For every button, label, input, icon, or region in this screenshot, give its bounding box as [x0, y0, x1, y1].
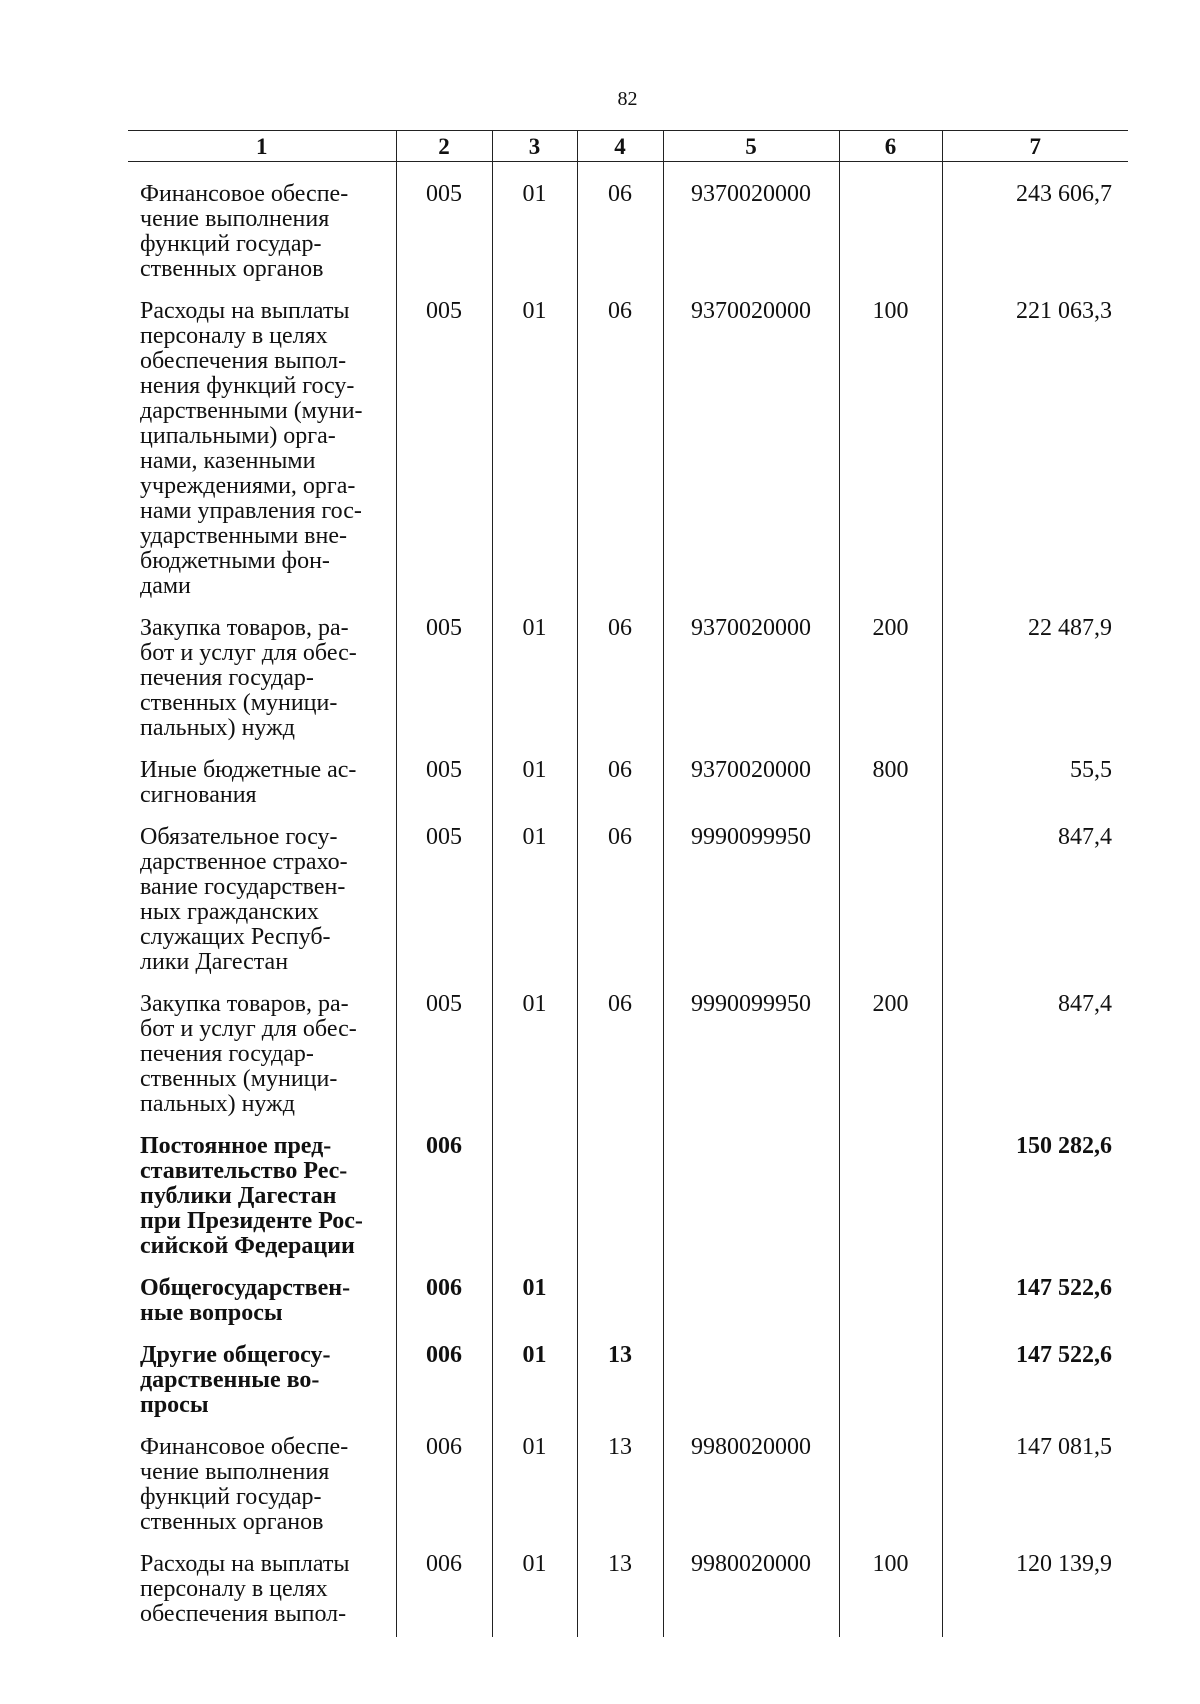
row-name-line: дами	[140, 573, 191, 599]
row-name-line: Обязательное госу-	[140, 824, 338, 850]
row-name-cell	[128, 1542, 396, 1637]
chapter-code-cell: 006	[396, 1266, 492, 1333]
row-name-cell	[128, 1266, 396, 1333]
row-name-line: персоналу в целях	[140, 323, 328, 349]
row-name-line: публики Дагестан	[140, 1183, 337, 1209]
row-name-line: ципальными) орга-	[140, 423, 336, 449]
row-name-line: Финансовое обеспе-	[140, 1434, 349, 1460]
expense-type-cell	[839, 1266, 942, 1333]
chapter-code-cell: 006	[396, 1425, 492, 1542]
row-name-line: пальных) нужд	[140, 715, 295, 741]
row-name-line: ственных органов	[140, 1509, 324, 1535]
row-name-line: ных гражданских	[140, 899, 319, 925]
row-name-line: Финансовое обеспе-	[140, 181, 349, 207]
column-header-4: 4	[577, 131, 663, 162]
table-row	[128, 289, 1128, 606]
row-name-line: ные вопросы	[140, 1300, 283, 1326]
amount-cell: 120 139,9	[942, 1542, 1128, 1637]
table-row	[128, 1425, 1128, 1542]
expense-type-cell	[839, 1425, 942, 1542]
section-code-cell: 01	[492, 982, 577, 1124]
table-row	[128, 1333, 1128, 1425]
row-name-line: бюджетными фон-	[140, 548, 330, 574]
target-item-cell: 9370020000	[663, 606, 839, 748]
subsection-code-cell: 06	[577, 606, 663, 748]
section-code-cell: 01	[492, 1266, 577, 1333]
target-item-cell	[663, 1266, 839, 1333]
row-name-line: функций государ-	[140, 1484, 322, 1510]
column-header-1: 1	[128, 131, 396, 162]
column-header-2: 2	[396, 131, 492, 162]
subsection-code-cell: 13	[577, 1542, 663, 1637]
section-code-cell: 01	[492, 289, 577, 606]
row-name-line: дарственное страхо-	[140, 849, 348, 875]
row-name-line: нами, казенными	[140, 448, 316, 474]
row-name-line: вание государствен-	[140, 874, 346, 900]
row-name-line: при Президенте Рос-	[140, 1208, 363, 1234]
row-name-cell	[128, 1425, 396, 1542]
chapter-code-cell: 006	[396, 1124, 492, 1266]
chapter-code-cell: 006	[396, 1542, 492, 1637]
amount-cell: 22 487,9	[942, 606, 1128, 748]
row-name-cell	[128, 1124, 396, 1266]
table-row	[128, 1542, 1128, 1637]
amount-cell: 147 522,6	[942, 1333, 1128, 1425]
target-item-cell	[663, 1124, 839, 1266]
subsection-code-cell: 06	[577, 815, 663, 982]
row-name-line: персоналу в целях	[140, 1576, 328, 1602]
page-number: 82	[617, 88, 638, 110]
row-name-line: обеспечения выпол-	[140, 348, 347, 374]
row-name-line: чение выполнения	[140, 206, 330, 232]
target-item-cell: 9980020000	[663, 1425, 839, 1542]
subsection-code-cell: 13	[577, 1425, 663, 1542]
expense-type-cell	[839, 815, 942, 982]
target-item-cell: 9370020000	[663, 748, 839, 815]
row-name-line: учреждениями, орга-	[140, 473, 356, 499]
target-item-cell: 9990099950	[663, 982, 839, 1124]
row-name-line: служащих Респуб-	[140, 924, 331, 950]
header-row	[128, 131, 1128, 162]
amount-cell: 221 063,3	[942, 289, 1128, 606]
row-name-line: сийской Федерации	[140, 1233, 355, 1259]
subsection-code-cell: 06	[577, 289, 663, 606]
row-name-line: ственных (муници-	[140, 1066, 338, 1092]
subsection-code-cell: 06	[577, 982, 663, 1124]
row-name-line: ставительство Рес-	[140, 1158, 348, 1184]
column-header-7: 7	[942, 131, 1128, 162]
expense-type-cell: 100	[839, 289, 942, 606]
chapter-code-cell: 005	[396, 748, 492, 815]
subsection-code-cell: 06	[577, 748, 663, 815]
row-name-line: Расходы на выплаты	[140, 298, 350, 324]
row-name-line: пальных) нужд	[140, 1091, 295, 1117]
row-name-cell	[128, 815, 396, 982]
target-item-cell	[663, 1333, 839, 1425]
row-name-line: нения функций госу-	[140, 373, 355, 399]
row-name-line: Иные бюджетные ас-	[140, 757, 357, 783]
chapter-code-cell: 005	[396, 815, 492, 982]
row-name-line: бот и услуг для обес-	[140, 1016, 357, 1042]
row-name-cell	[128, 289, 396, 606]
section-code-cell	[492, 1124, 577, 1266]
amount-cell: 147 522,6	[942, 1266, 1128, 1333]
subsection-code-cell	[577, 1266, 663, 1333]
row-name-line: функций государ-	[140, 231, 322, 257]
table-row	[128, 815, 1128, 982]
row-name-line: ственных (муници-	[140, 690, 338, 716]
amount-cell: 847,4	[942, 815, 1128, 982]
target-item-cell: 9990099950	[663, 815, 839, 982]
amount-cell: 150 282,6	[942, 1124, 1128, 1266]
row-name-cell	[128, 982, 396, 1124]
row-name-line: Закупка товаров, ра-	[140, 991, 349, 1017]
section-code-cell: 01	[492, 162, 577, 290]
row-name-cell	[128, 1333, 396, 1425]
row-name-line: лики Дагестан	[140, 949, 289, 975]
expense-type-cell: 100	[839, 1542, 942, 1637]
row-name-line: Расходы на выплаты	[140, 1551, 350, 1577]
chapter-code-cell: 006	[396, 1333, 492, 1425]
section-code-cell: 01	[492, 815, 577, 982]
section-code-cell: 01	[492, 1425, 577, 1542]
column-header-3: 3	[492, 131, 577, 162]
table-row	[128, 748, 1128, 815]
chapter-code-cell: 005	[396, 606, 492, 748]
row-name-line: Постоянное пред-	[140, 1133, 332, 1159]
row-name-line: обеспечения выпол-	[140, 1601, 347, 1627]
row-name-line: просы	[140, 1392, 209, 1418]
expense-type-cell: 200	[839, 982, 942, 1124]
amount-cell: 147 081,5	[942, 1425, 1128, 1542]
table-row	[128, 1124, 1128, 1266]
amount-cell: 55,5	[942, 748, 1128, 815]
subsection-code-cell: 06	[577, 162, 663, 290]
chapter-code-cell: 005	[396, 289, 492, 606]
row-name-line: нами управления гос-	[140, 498, 362, 524]
expense-type-cell	[839, 1124, 942, 1266]
expense-type-cell	[839, 1333, 942, 1425]
chapter-code-cell: 005	[396, 162, 492, 290]
row-name-line: Общегосударствен-	[140, 1275, 351, 1301]
row-name-cell	[128, 748, 396, 815]
section-code-cell: 01	[492, 1333, 577, 1425]
target-item-cell: 9370020000	[663, 289, 839, 606]
subsection-code-cell	[577, 1124, 663, 1266]
row-name-line: печения государ-	[140, 665, 314, 691]
row-name-line: ственных органов	[140, 256, 324, 282]
chapter-code-cell: 005	[396, 982, 492, 1124]
expense-type-cell	[839, 162, 942, 290]
column-header-6: 6	[839, 131, 942, 162]
budget-table	[128, 130, 1128, 1637]
row-name-line: дарственные во-	[140, 1367, 320, 1393]
table-body	[128, 162, 1128, 1638]
table-row	[128, 162, 1128, 290]
row-name-line: бот и услуг для обес-	[140, 640, 357, 666]
subsection-code-cell: 13	[577, 1333, 663, 1425]
row-name-cell	[128, 162, 396, 290]
row-name-line: Закупка товаров, ра-	[140, 615, 349, 641]
target-item-cell: 9980020000	[663, 1542, 839, 1637]
expense-type-cell: 800	[839, 748, 942, 815]
row-name-cell	[128, 606, 396, 748]
section-code-cell: 01	[492, 606, 577, 748]
table-row	[128, 1266, 1128, 1333]
row-name-line: дарственными (муни-	[140, 398, 363, 424]
row-name-line: печения государ-	[140, 1041, 314, 1067]
amount-cell: 243 606,7	[942, 162, 1128, 290]
row-name-line: ударственными вне-	[140, 523, 347, 549]
column-header-5: 5	[663, 131, 839, 162]
row-name-line: Другие общегосу-	[140, 1342, 331, 1368]
table-row	[128, 606, 1128, 748]
row-name-line: чение выполнения	[140, 1459, 330, 1485]
amount-cell: 847,4	[942, 982, 1128, 1124]
target-item-cell: 9370020000	[663, 162, 839, 290]
section-code-cell: 01	[492, 748, 577, 815]
row-name-line: сигнования	[140, 782, 257, 808]
section-code-cell: 01	[492, 1542, 577, 1637]
expense-type-cell: 200	[839, 606, 942, 748]
table-row	[128, 982, 1128, 1124]
